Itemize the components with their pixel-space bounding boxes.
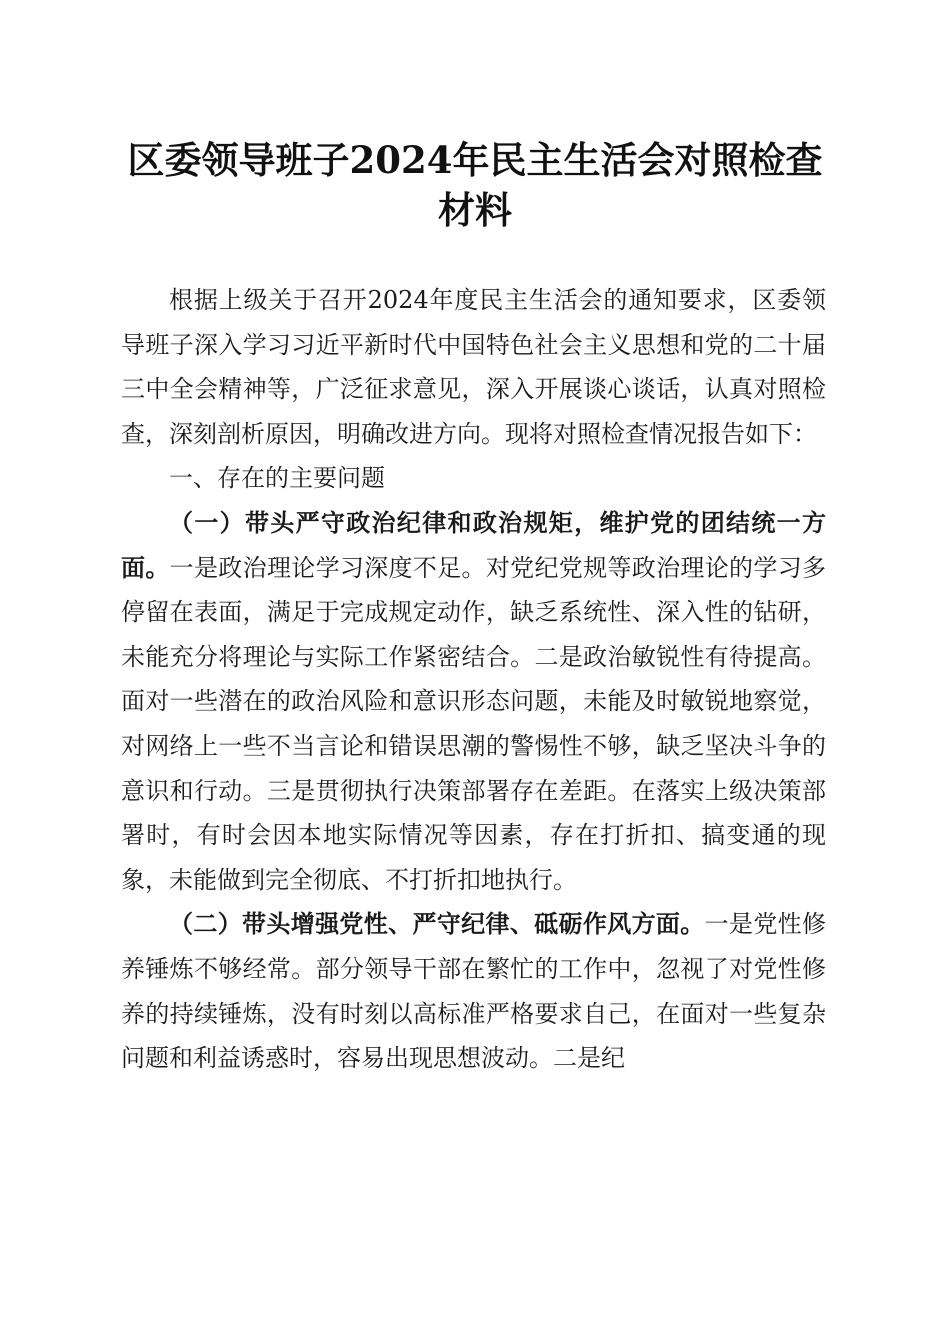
subsection-title-2: （二）带头增强党性、严守纪律、砥砺作风方面。 [169,909,705,939]
document-body [121,278,826,1081]
intro-paragraph: 根据上级关于召开2024年度民主生活会的通知要求，区委领导班子深入学习习近平新时代中国特色社会主义思想和党的二十届三中全会精神等，广泛征求意见，深入开展谈心谈话，认真对照检查，深刻剖析原因，明确改进方向。现将对照检查情况报告如下： [121,286,826,448]
subsection-body-2: 一是党性修养锤炼不够经常。部分领导干部在繁忙的工作中，忽视了对党性修养的持续锤炼，没有时刻以高标准严格要求自己，在面对一些复杂问题和利益诱惑时，容易出现思想波动。二是纪 [121,910,827,1073]
section-heading-problems: 一、存在的主要问题 [169,464,385,493]
subsection-paragraph-2 [121,902,826,1080]
subsection-paragraph-1 [121,501,826,902]
subsection-body-1: 一是政治理论学习深度不足。对党纪党规等政治理论的学习多停留在表面，满足于完成规定动作，缺乏系统性、深入性的钻研，未能充分将理论与实际工作紧密结合。二是政治敏锐性有待提高。面对一些潜在的政治风险和意识形态问题，未能及时敏锐地察觉，对网络上一些不当言论和错误思潮的警惕性不够，缺乏坚决斗争的意识和行动。三是贯彻执行决策部署存在差距。在落实上级决策部署时，有时会因本地实际情况等因素，存在打折扣、搞变通的现象，未能做到完全彻底、不打折扣地执行。 [121,553,827,894]
subsection-title-1: （一）带头严守政治纪律和政治规矩，维护党的团结统一方面。 [121,507,826,582]
document-title: 区委领导班子2024年民主生活会对照检查材料 [127,138,823,232]
